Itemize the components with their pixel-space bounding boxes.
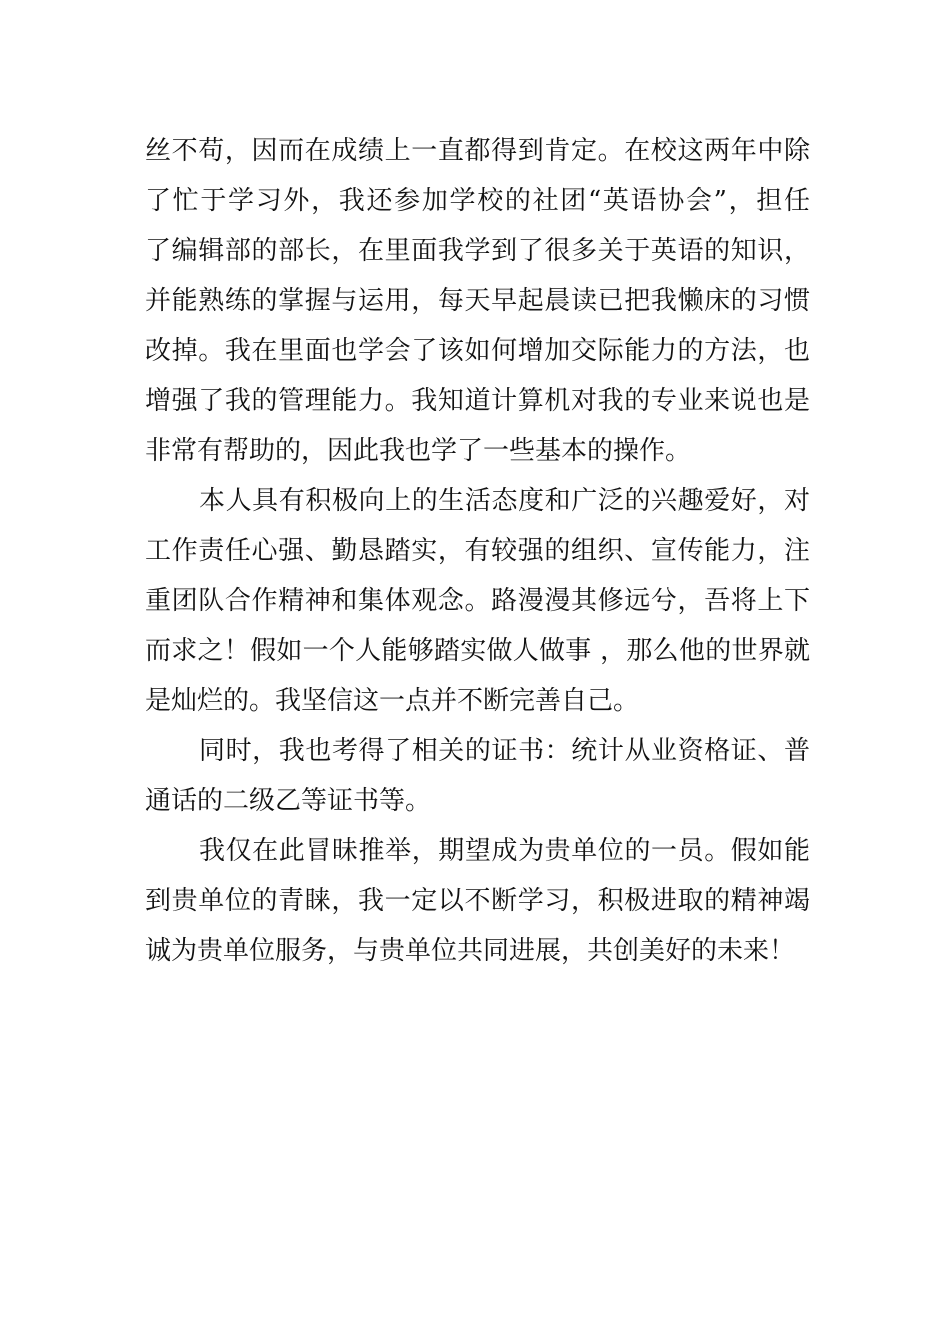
text-line: 通话的二级乙等证书等。 <box>145 786 432 816</box>
text-line: 到贵单位的青睐，我一定以不断学习，积极进取的精神竭 <box>145 886 810 916</box>
text-line: 改掉。我在里面也学会了该如何增加交际能力的方法，也 <box>145 336 810 366</box>
text-line: 并能熟练的掌握与运用，每天早起晨读已把我懒床的习惯 <box>145 286 810 316</box>
text-line: 增强了我的管理能力。我知道计算机对我的专业来说也是 <box>145 386 810 416</box>
text-line: 诚为贵单位服务，与贵单位共同进展，共创美好的未来！ <box>145 936 796 966</box>
paragraph-first-line: 同时，我也考得了相关的证书：统计从业资格证、普 <box>199 736 810 766</box>
text-line: 了编辑部的部长，在里面我学到了很多关于英语的知识， <box>145 236 810 266</box>
text-line: 非常有帮助的，因此我也学了一些基本的操作。 <box>145 436 692 466</box>
text-line: 工作责任心强、勤恳踏实，有较强的组织、宣传能力，注 <box>145 536 810 566</box>
text-line: 了忙于学习外，我还参加学校的社团“英语协会”，担任 <box>145 186 810 216</box>
paragraph-first-line: 本人具有积极向上的生活态度和广泛的兴趣爱好，对 <box>199 486 810 516</box>
text-line: 而求之！假如一个人能够踏实做人做事 ，那么他的世界就 <box>145 636 810 666</box>
text-line: 是灿烂的。我坚信这一点并不断完善自己。 <box>145 686 640 716</box>
text-line: 重团队合作精神和集体观念。路漫漫其修远兮，吾将上下 <box>145 586 810 616</box>
paragraph-first-line: 我仅在此冒昧推举，期望成为贵单位的一员。假如能 <box>199 836 810 866</box>
text-line: 丝不苟，因而在成绩上一直都得到肯定。在校这两年中除 <box>145 136 810 166</box>
